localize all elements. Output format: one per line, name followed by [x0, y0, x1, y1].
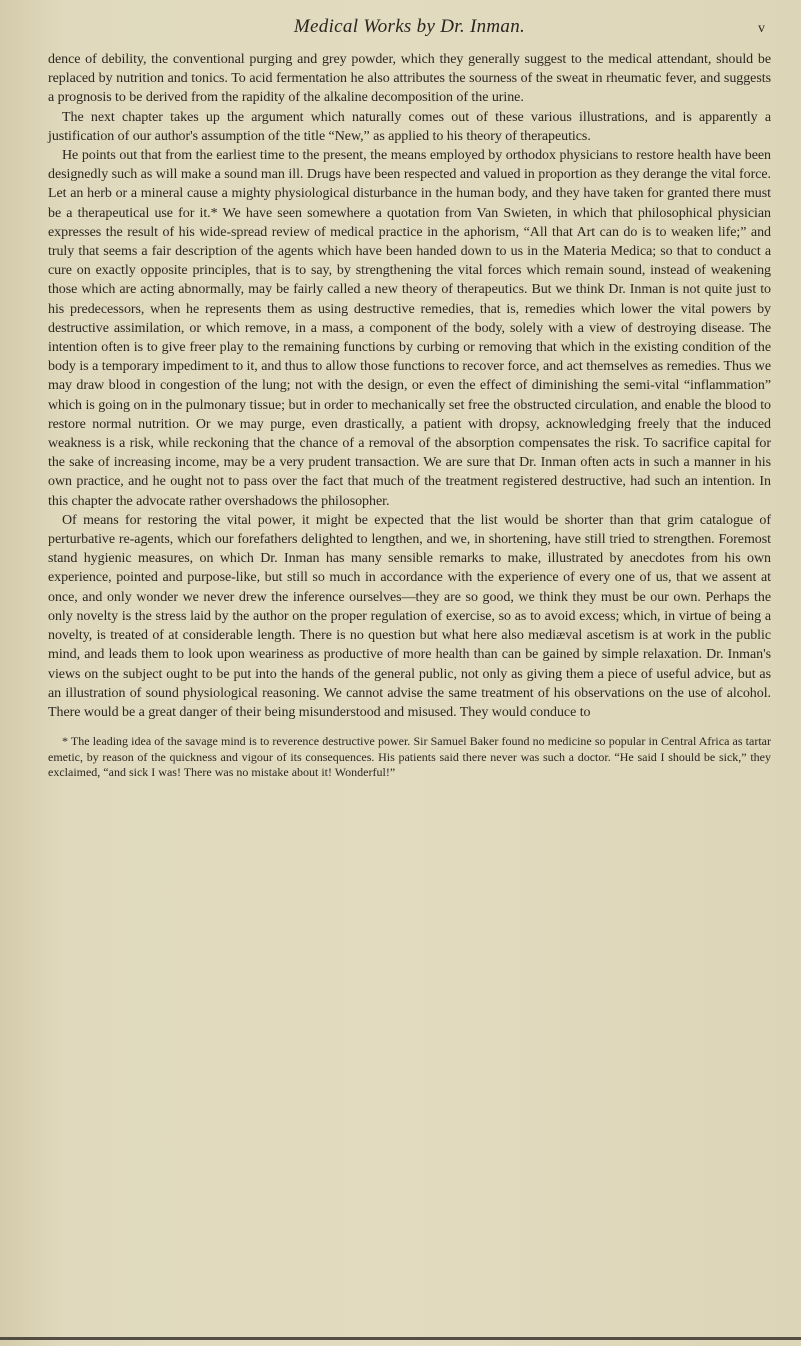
paragraph: He points out that from the earliest time to the present, the means employed by orthodox physicians to restore health have been designedly such as will make a sound man ill. Drugs have been respected and valued in proportion as they derange the vital force. Let an herb or a mineral cause a mighty physiological disturbance in the human body, and they have taken for granted there must be a therapeutical use for it.* We have seen somewhere a quotation from Van Swieten, in which that philosophical physician expresses the result of his wide-spread review of medical practice in the aphorism, “All that Art can do is to weaken life;” and truly that seems a fair description of the agents which have been handed down to us in the Materia Medica; so that to conduct a cure on exactly opposite principles, that is to say, by strengthening the vital forces which remain sound, instead of weakening those which are acting abnormally, may be fairly called a new theory of therapeutics. But we think Dr. Inman is not quite just to his predecessors, when he represents them as using destructive remedies, that is, remedies which lower the vital powers by destructive assimilation, or which remove, in a mass, a component of the body, solely with a view of destroying disease. The intention often is to give freer play to the remaining functions by curbing or removing that which in the existing condition of the body is a temporary impediment to it, and thus to allow those functions to recover force, and act themselves as remedies. Thus we may draw blood in congestion of the lung; not with the design, or even the effect of diminishing the semi-vital “inflammation” which is going on in the pulmonary tissue; but in order to mechanically set free the obstructed circulation, and enable the blood to restore normal nutrition. Or we may purge, even drastically, a patient with dropsy, acknowledging freely that the induced weakness is a risk, while reckoning that the chance of a removal of the absorption compensates the risk. To sacrifice capital for the sake of increasing income, may be a very prudent transaction. We are sure that Dr. Inman often acts in such a manner in his own practice, and he ought not to pass over the fact that much of the treatment registered destructive, had such an intention. In this chapter the advocate rather overshadows the philosopher. — [48, 148, 771, 509]
page-number: v — [758, 21, 765, 36]
paragraph: Of means for restoring the vital power, it might be expected that the list would be shorter than that grim catalogue of perturbative re-agents, which our forefathers delighted to lengthen, and we, in shortening, have still tried to strengthen. Foremost stand hygienic measures, on which Dr. Inman has many sensible remarks to make, illustrated by anecdotes from his own experience, pointed and purpose-like, but still so much in accordance with the experience of every one of us, that we assent at once, and only wonder we never drew the inference ourselves—they are so good, we think they must be our own. Perhaps the only novelty is the stress laid by the author on the proper regulation of exercise, so as to avoid excess; which, in virtue of being a novelty, is treated of at considerable length. There is no question but what here also mediæval ascetism is at work in the public mind, and leads them to look upon weariness as productive of more health than can be gained by simple relaxation. Dr. Inman's views on the subject ought to be put into the hands of the general public, not only as giving them a piece of useful advice, but as an illustration of sound physiological reasoning. We cannot advise the same treatment of his observations on the use of alcohol. There would be a great danger of their being misunderstood and misused. They would conduce to — [48, 512, 771, 720]
page-header — [48, 14, 771, 44]
paragraph: The next chapter takes up the argument which naturally comes out of these various illustrations, and is apparently a justification of our author's assumption of the title “New,” as applied to his theory of therapeutics. — [48, 109, 771, 144]
body-text — [48, 50, 771, 722]
footnote — [48, 734, 771, 781]
footnote-text: * The leading idea of the savage mind is to reverence destructive power. Sir Samuel Baker found no medicine so popular in Central Africa as tartar emetic, by reason of the quickness and vigour of its consequences. His patients said there never was such a doctor. “He said I should be sick,” they exclaimed, “and sick I was! There was no mistake about it! Wonderful!” — [48, 734, 771, 780]
paragraph: dence of debility, the conventional purging and grey powder, which they generally suggest to the medical attendant, should be replaced by nutrition and tonics. To acid fermentation he also attributes the sourness of the sweat in rheumatic fever, and suggests a prognosis to be derived from the rapidity of the alkaline decomposition of the urine. — [48, 52, 771, 106]
running-head: Medical Works by Dr. Inman. — [293, 16, 526, 37]
page-bottom-rule — [0, 1337, 801, 1340]
